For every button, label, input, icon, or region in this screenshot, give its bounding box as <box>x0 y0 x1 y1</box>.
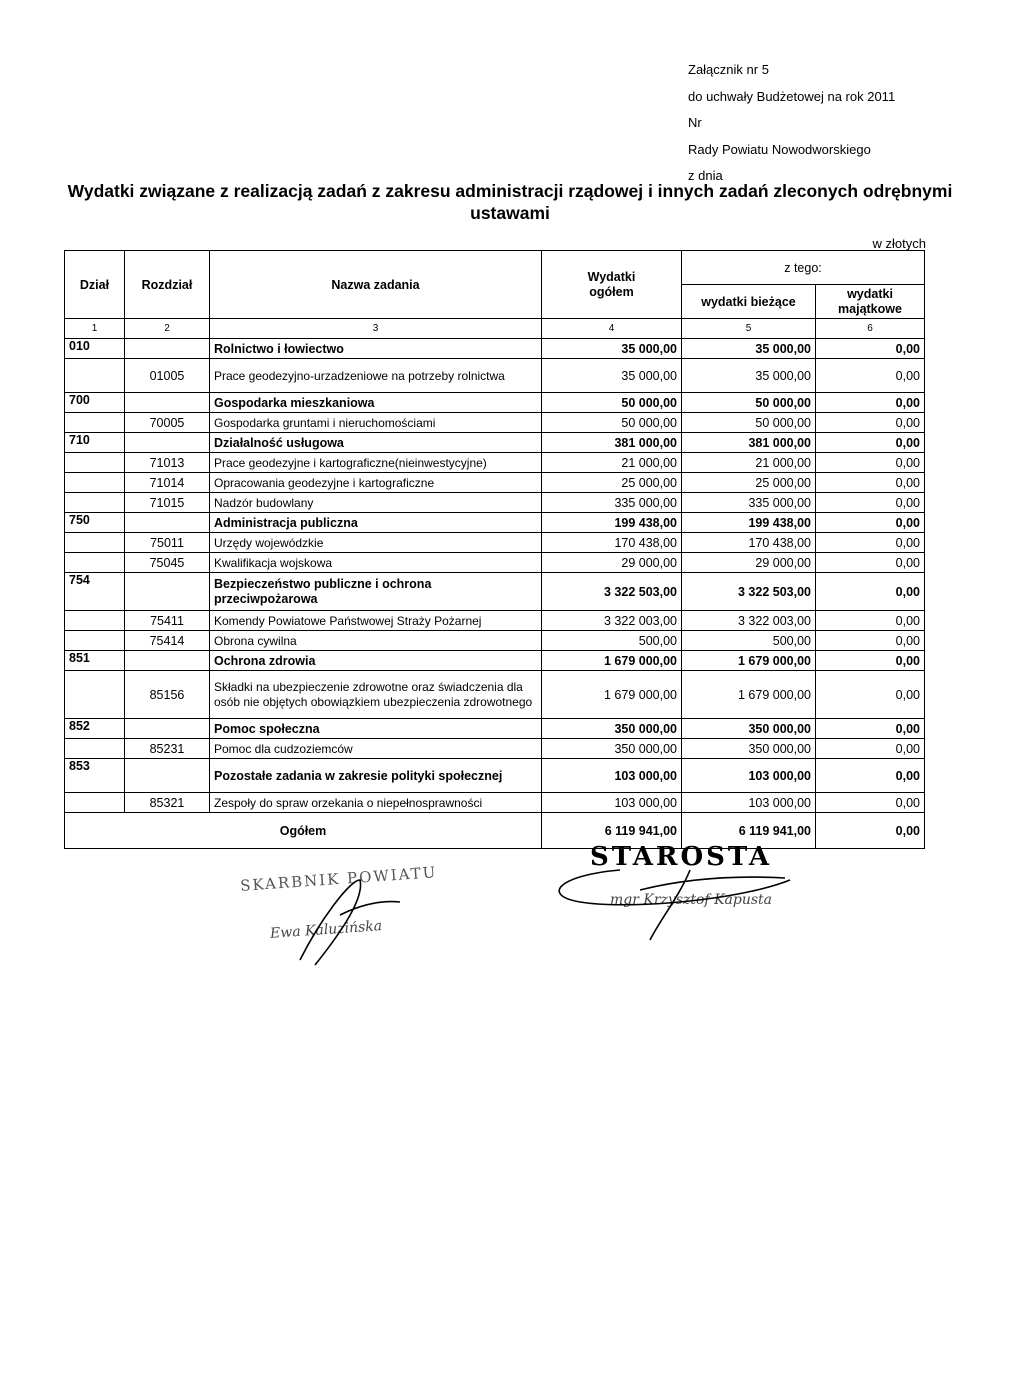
cell-dzial: 750 <box>65 513 125 533</box>
cell-majatkowe: 0,00 <box>816 611 925 631</box>
cell-biezace: 381 000,00 <box>682 433 816 453</box>
expenses-table <box>64 250 925 849</box>
cell-nazwa: Urzędy wojewódzkie <box>210 533 542 553</box>
cell-dzial <box>65 611 125 631</box>
cell-nazwa: Opracowania geodezyjne i kartograficzne <box>210 473 542 493</box>
cell-rozdzial <box>125 513 210 533</box>
cell-biezace: 335 000,00 <box>682 493 816 513</box>
cell-biezace: 103 000,00 <box>682 759 816 793</box>
cell-biezace: 3 322 503,00 <box>682 573 816 611</box>
cell-dzial: 754 <box>65 573 125 611</box>
cell-ogolem: 170 438,00 <box>542 533 682 553</box>
header-z-tego: z tego: <box>682 251 925 285</box>
cell-ogolem: 381 000,00 <box>542 433 682 453</box>
cell-majatkowe: 0,00 <box>816 513 925 533</box>
cell-ogolem: 35 000,00 <box>542 339 682 359</box>
cell-biezace: 500,00 <box>682 631 816 651</box>
cell-dzial <box>65 793 125 813</box>
treasurer-name: Ewa Kaluzińska <box>269 918 383 942</box>
cell-dzial <box>65 739 125 759</box>
treasurer-signature-stroke <box>240 860 440 970</box>
cell-nazwa: Kwalifikacja wojskowa <box>210 553 542 573</box>
cell-rozdzial <box>125 433 210 453</box>
cell-majatkowe: 0,00 <box>816 631 925 651</box>
cell-nazwa: Prace geodezyjne i kartograficzne(nieinwestycyjne) <box>210 453 542 473</box>
total-label: Ogółem <box>65 813 542 849</box>
cell-biezace: 29 000,00 <box>682 553 816 573</box>
cell-ogolem: 199 438,00 <box>542 513 682 533</box>
annex-nr: Nr <box>688 115 702 130</box>
cell-dzial <box>65 413 125 433</box>
header-majatkowe: wydatki majątkowe <box>816 285 925 319</box>
cell-rozdzial <box>125 393 210 413</box>
cell-rozdzial: 75411 <box>125 611 210 631</box>
cell-rozdzial: 01005 <box>125 359 210 393</box>
treasurer-signature <box>240 860 440 970</box>
column-numbers-row <box>65 319 925 339</box>
cell-rozdzial: 75011 <box>125 533 210 553</box>
cell-nazwa: Nadzór budowlany <box>210 493 542 513</box>
cell-dzial <box>65 553 125 573</box>
cell-ogolem: 103 000,00 <box>542 759 682 793</box>
starosta-name: mgr Krzysztof Kapusta <box>610 892 773 908</box>
cell-dzial <box>65 533 125 553</box>
cell-nazwa: Pozostałe zadania w zakresie polityki społecznej <box>210 759 542 793</box>
annex-resolution: do uchwały Budżetowej na rok 2011 <box>688 88 896 104</box>
cell-dzial: 010 <box>65 339 125 359</box>
cell-biezace: 50 000,00 <box>682 393 816 413</box>
cell-nazwa: Komendy Powiatowe Państwowej Straży Pożarnej <box>210 611 542 631</box>
cell-majatkowe: 0,00 <box>816 473 925 493</box>
total-biezace: 6 119 941,00 <box>682 813 816 849</box>
column-number: 6 <box>816 319 925 339</box>
treasurer-stamp: SKARBNIK POWIATU <box>239 863 438 895</box>
table-row <box>65 413 925 433</box>
table-row <box>65 393 925 413</box>
cell-nazwa: Gospodarka gruntami i nieruchomościami <box>210 413 542 433</box>
document-title: Wydatki związane z realizacją zadań z zakresu administracji rządowej i innych zadań zleconych odrębnymi ustawami <box>67 181 953 223</box>
column-number: 4 <box>542 319 682 339</box>
cell-ogolem: 35 000,00 <box>542 359 682 393</box>
cell-dzial: 853 <box>65 759 125 793</box>
cell-biezace: 35 000,00 <box>682 339 816 359</box>
cell-majatkowe: 0,00 <box>816 553 925 573</box>
cell-ogolem: 103 000,00 <box>542 793 682 813</box>
cell-dzial <box>65 631 125 651</box>
cell-ogolem: 350 000,00 <box>542 719 682 739</box>
cell-rozdzial: 85231 <box>125 739 210 759</box>
unit-label: w złotych <box>872 236 926 251</box>
table-row <box>65 671 925 719</box>
cell-rozdzial: 85321 <box>125 793 210 813</box>
table-row <box>65 739 925 759</box>
table-row <box>65 759 925 793</box>
cell-ogolem: 1 679 000,00 <box>542 671 682 719</box>
cell-ogolem: 350 000,00 <box>542 739 682 759</box>
table-row <box>65 359 925 393</box>
header-nazwa: Nazwa zadania <box>210 251 542 319</box>
header-rozdzial: Rozdział <box>125 251 210 319</box>
cell-biezace: 3 322 003,00 <box>682 611 816 631</box>
cell-biezace: 21 000,00 <box>682 453 816 473</box>
cell-majatkowe: 0,00 <box>816 759 925 793</box>
table-row <box>65 611 925 631</box>
cell-nazwa: Składki na ubezpieczenie zdrowotne oraz świadczenia dla osób nie objętych obowiązkiem ubezpieczenia zdrowotnego <box>210 671 542 719</box>
header-dzial: Dział <box>65 251 125 319</box>
table-row <box>65 513 925 533</box>
annex-number: Załącznik nr 5 <box>688 62 769 77</box>
cell-rozdzial: 75414 <box>125 631 210 651</box>
starosta-signature <box>540 840 800 950</box>
cell-majatkowe: 0,00 <box>816 739 925 759</box>
cell-majatkowe: 0,00 <box>816 339 925 359</box>
table-row <box>65 553 925 573</box>
cell-rozdzial <box>125 719 210 739</box>
cell-ogolem: 25 000,00 <box>542 473 682 493</box>
cell-dzial <box>65 359 125 393</box>
cell-biezace: 170 438,00 <box>682 533 816 553</box>
cell-biezace: 25 000,00 <box>682 473 816 493</box>
header-biezace: wydatki bieżące <box>682 285 816 319</box>
cell-nazwa: Prace geodezyjno-urzadzeniowe na potrzeby rolnictwa <box>210 359 542 393</box>
cell-nazwa: Administracja publiczna <box>210 513 542 533</box>
cell-majatkowe: 0,00 <box>816 573 925 611</box>
cell-majatkowe: 0,00 <box>816 393 925 413</box>
cell-majatkowe: 0,00 <box>816 651 925 671</box>
cell-ogolem: 21 000,00 <box>542 453 682 473</box>
cell-majatkowe: 0,00 <box>816 533 925 553</box>
cell-biezace: 350 000,00 <box>682 719 816 739</box>
cell-majatkowe: 0,00 <box>816 413 925 433</box>
table-row <box>65 573 925 611</box>
column-number: 2 <box>125 319 210 339</box>
cell-biezace: 1 679 000,00 <box>682 671 816 719</box>
cell-biezace: 350 000,00 <box>682 739 816 759</box>
annex-header <box>688 56 895 189</box>
total-ogolem: 6 119 941,00 <box>542 813 682 849</box>
cell-rozdzial: 75045 <box>125 553 210 573</box>
cell-nazwa: Obrona cywilna <box>210 631 542 651</box>
table-row <box>65 473 925 493</box>
table-row <box>65 631 925 651</box>
cell-rozdzial: 71015 <box>125 493 210 513</box>
cell-majatkowe: 0,00 <box>816 359 925 393</box>
cell-rozdzial <box>125 573 210 611</box>
cell-nazwa: Pomoc dla cudzoziemców <box>210 739 542 759</box>
cell-majatkowe: 0,00 <box>816 671 925 719</box>
cell-ogolem: 50 000,00 <box>542 413 682 433</box>
table-row <box>65 651 925 671</box>
cell-majatkowe: 0,00 <box>816 793 925 813</box>
cell-ogolem: 3 322 503,00 <box>542 573 682 611</box>
table-row <box>65 453 925 473</box>
cell-rozdzial: 85156 <box>125 671 210 719</box>
cell-nazwa: Zespoły do spraw orzekania o niepełnosprawności <box>210 793 542 813</box>
cell-dzial <box>65 493 125 513</box>
cell-ogolem: 3 322 003,00 <box>542 611 682 631</box>
cell-ogolem: 29 000,00 <box>542 553 682 573</box>
cell-dzial: 710 <box>65 433 125 453</box>
cell-biezace: 103 000,00 <box>682 793 816 813</box>
cell-nazwa: Gospodarka mieszkaniowa <box>210 393 542 413</box>
cell-majatkowe: 0,00 <box>816 453 925 473</box>
cell-ogolem: 335 000,00 <box>542 493 682 513</box>
cell-dzial <box>65 473 125 493</box>
table-row <box>65 719 925 739</box>
table-row <box>65 339 925 359</box>
cell-rozdzial: 70005 <box>125 413 210 433</box>
cell-dzial: 851 <box>65 651 125 671</box>
table-row <box>65 433 925 453</box>
total-majatkowe: 0,00 <box>816 813 925 849</box>
starosta-signature-stroke <box>540 840 800 950</box>
cell-majatkowe: 0,00 <box>816 433 925 453</box>
cell-nazwa: Pomoc społeczna <box>210 719 542 739</box>
cell-dzial <box>65 671 125 719</box>
cell-rozdzial <box>125 759 210 793</box>
cell-rozdzial <box>125 651 210 671</box>
starosta-stamp: STAROSTA <box>590 842 773 872</box>
table-row <box>65 533 925 553</box>
cell-nazwa: Ochrona zdrowia <box>210 651 542 671</box>
cell-rozdzial: 71014 <box>125 473 210 493</box>
cell-ogolem: 500,00 <box>542 631 682 651</box>
cell-biezace: 1 679 000,00 <box>682 651 816 671</box>
cell-dzial <box>65 453 125 473</box>
cell-biezace: 199 438,00 <box>682 513 816 533</box>
cell-biezace: 50 000,00 <box>682 413 816 433</box>
cell-dzial: 852 <box>65 719 125 739</box>
cell-dzial: 700 <box>65 393 125 413</box>
cell-majatkowe: 0,00 <box>816 719 925 739</box>
cell-ogolem: 50 000,00 <box>542 393 682 413</box>
annex-date: z dnia <box>688 168 723 183</box>
cell-nazwa: Rolnictwo i łowiectwo <box>210 339 542 359</box>
table-row <box>65 793 925 813</box>
cell-ogolem: 1 679 000,00 <box>542 651 682 671</box>
cell-rozdzial <box>125 339 210 359</box>
cell-nazwa: Bezpieczeństwo publiczne i ochrona przeciwpożarowa <box>210 573 542 611</box>
header-wydatki-ogolem: Wydatki ogółem <box>542 251 682 319</box>
annex-council: Rady Powiatu Nowodworskiego <box>688 141 871 157</box>
cell-nazwa: Działalność usługowa <box>210 433 542 453</box>
column-number: 1 <box>65 319 125 339</box>
column-number: 5 <box>682 319 816 339</box>
table-body <box>65 339 925 813</box>
cell-majatkowe: 0,00 <box>816 493 925 513</box>
cell-biezace: 35 000,00 <box>682 359 816 393</box>
cell-rozdzial: 71013 <box>125 453 210 473</box>
column-number: 3 <box>210 319 542 339</box>
table-row <box>65 493 925 513</box>
